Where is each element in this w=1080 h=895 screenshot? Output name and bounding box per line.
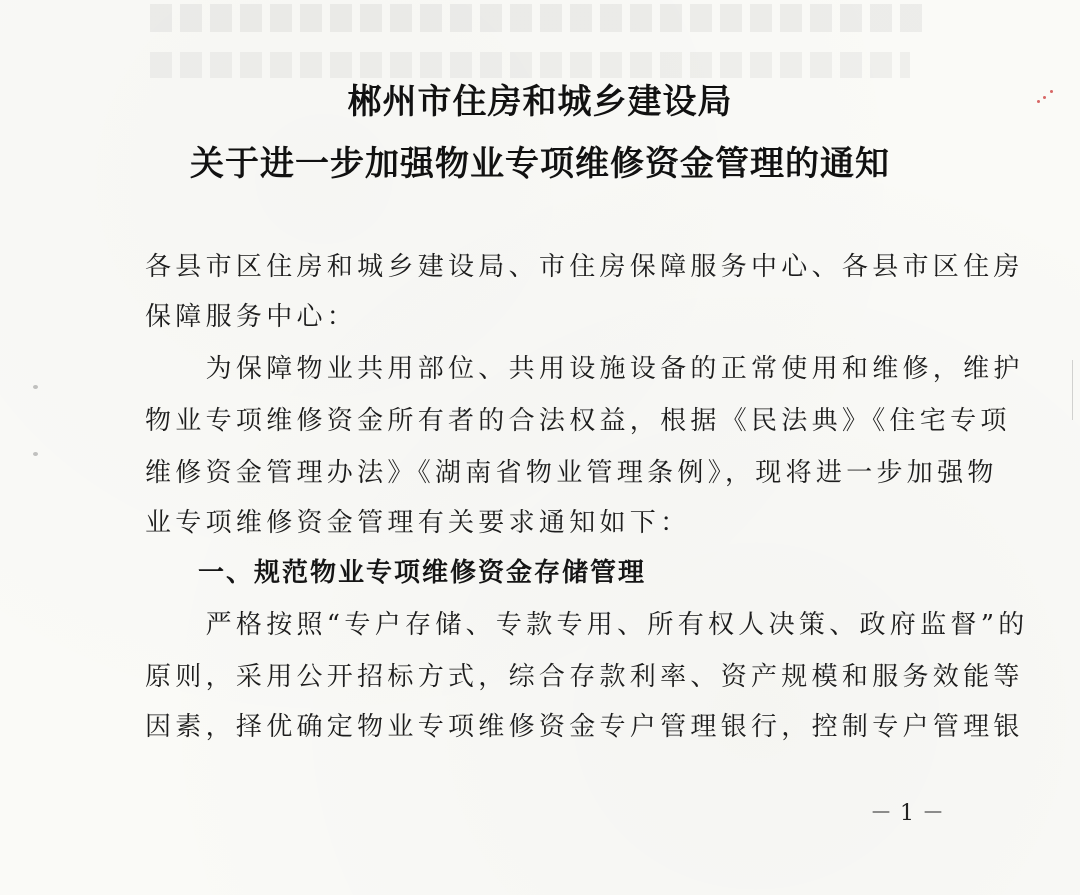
section-body-line: 原则，采用公开招标方式，综合存款利率、资产规模和服务效能等 <box>145 662 1024 692</box>
scan-speck <box>33 385 38 389</box>
section-heading: 一、规范物业专项维修资金存储管理 <box>198 558 647 588</box>
body-line: 物业专项维修资金所有者的合法权益，根据《民法典》《住宅专项 <box>145 406 1011 436</box>
body-line: 保障服务中心： <box>145 302 358 332</box>
page-number: －1－ <box>870 801 952 826</box>
red-ink-speck <box>1050 90 1053 93</box>
scan-edge-line <box>1072 360 1073 420</box>
scan-speck <box>33 452 38 456</box>
body-line: 业专项维修资金管理有关要求通知如下： <box>145 508 691 538</box>
body-line: 维修资金管理办法》《湖南省物业管理条例》，现将进一步加强物 <box>145 458 998 488</box>
bleed-through-texture <box>150 4 930 32</box>
red-ink-speck <box>1037 100 1040 103</box>
document-title-line-2: 关于进一步加强物业专项维修资金管理的通知 <box>190 144 890 184</box>
section-body-line: 因素，择优确定物业专项维修资金专户管理银行，控制专户管理银 <box>145 712 1024 742</box>
red-ink-speck <box>1043 96 1046 99</box>
document-title-line-1: 郴州市住房和城乡建设局 <box>347 82 733 122</box>
section-body-line: 严格按照“专户存储、专款专用、所有权人决策、政府监督”的 <box>145 610 1029 640</box>
body-line: 为保障物业共用部位、共用设施设备的正常使用和维修，维护 <box>145 354 1024 384</box>
body-line: 各县市区住房和城乡建设局、市住房保障服务中心、各县市区住房 <box>145 252 1024 282</box>
